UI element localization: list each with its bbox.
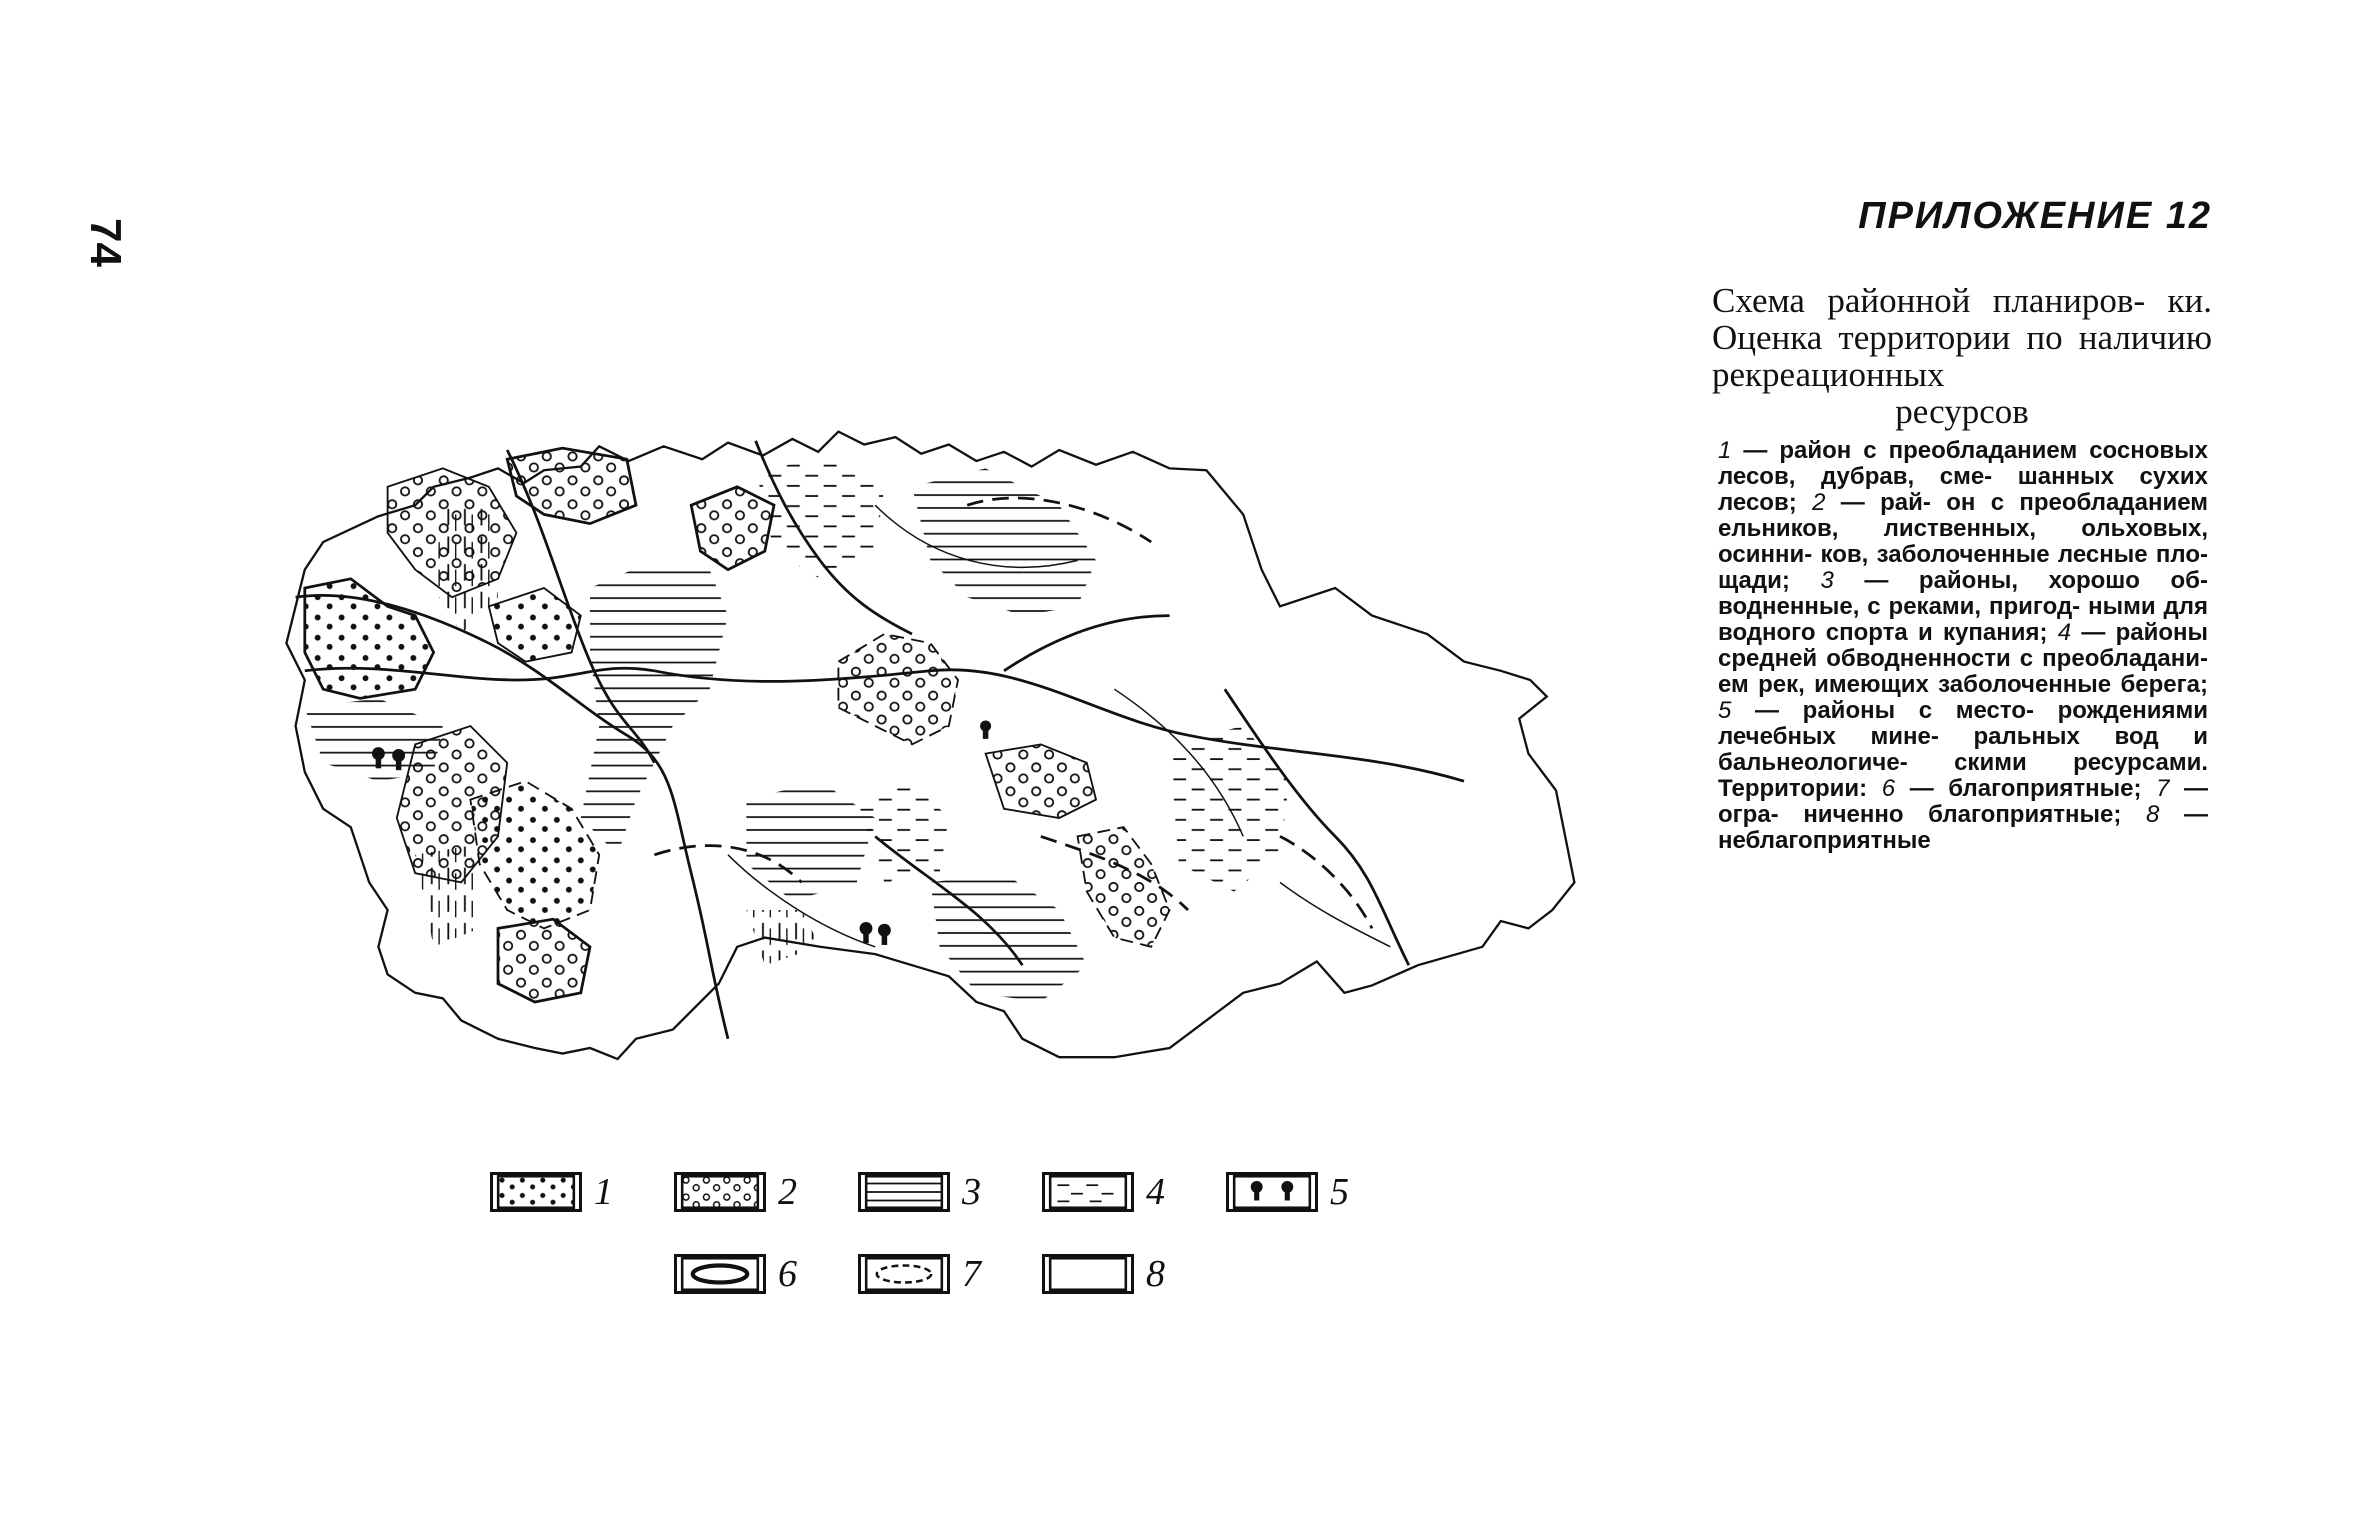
legend-swatch-blank bbox=[1042, 1254, 1134, 1294]
caption-num-7: 7 bbox=[2156, 775, 2170, 802]
legend-swatch-solid-outline bbox=[674, 1254, 766, 1294]
caption-text-2: — рай- он с преобладанием ельников, лиственных, ольховых, осинни- ков, заболоченные лесные пло- щади; bbox=[1718, 489, 2208, 594]
map-legend bbox=[490, 1172, 1410, 1312]
caption-num-8: 8 bbox=[2145, 801, 2160, 828]
caption-text-5: — районы с место- рождениями лечебных мине- ральных вод и бальнеологиче- скими ресурсами. Территории: bbox=[1718, 697, 2208, 802]
caption-title-last: ресурсов bbox=[1895, 392, 2029, 431]
caption-title bbox=[1712, 282, 2212, 430]
legend-swatch-circles bbox=[674, 1172, 766, 1212]
caption-num-3: 3 bbox=[1820, 567, 1834, 594]
caption-num-1: 1 bbox=[1718, 437, 1732, 464]
caption-num-5: 5 bbox=[1718, 697, 1732, 724]
caption-num-4: 4 bbox=[2057, 619, 2072, 646]
caption-num-2: 2 bbox=[1812, 489, 1826, 516]
legend-num-1: 1 bbox=[594, 1171, 613, 1213]
caption-text-3: — районы, хорошо об- водненные, с реками, пригод- ными для водного спорта и купания; bbox=[1718, 567, 2208, 646]
caption-text-8: — неблагоприятные bbox=[1718, 801, 2208, 854]
planning-map bbox=[260, 300, 1660, 1160]
planning-map-svg bbox=[260, 300, 1660, 1160]
legend-item-8 bbox=[1042, 1254, 1192, 1298]
legend-swatch-horizontal-lines bbox=[858, 1172, 950, 1212]
legend-swatch-dashes bbox=[1042, 1172, 1134, 1212]
legend-num-7: 7 bbox=[962, 1253, 981, 1295]
legend-num-5: 5 bbox=[1330, 1171, 1349, 1213]
legend-item-7 bbox=[858, 1254, 1008, 1298]
legend-swatch-dots bbox=[490, 1172, 582, 1212]
caption-text-7: — огра- ниченно благоприятные; bbox=[1718, 775, 2209, 828]
caption-num-6: 6 bbox=[1881, 775, 1896, 802]
legend-swatch-dashed-outline bbox=[858, 1254, 950, 1294]
legend-item-2 bbox=[674, 1172, 824, 1216]
legend-item-1 bbox=[490, 1172, 640, 1216]
legend-num-8: 8 bbox=[1146, 1253, 1165, 1295]
legend-num-4: 4 bbox=[1146, 1171, 1165, 1213]
legend-item-6 bbox=[674, 1254, 824, 1298]
legend-num-3: 3 bbox=[962, 1171, 981, 1213]
legend-item-5 bbox=[1226, 1172, 1376, 1216]
legend-item-4 bbox=[1042, 1172, 1192, 1216]
legend-num-6: 6 bbox=[778, 1253, 797, 1295]
caption-text-1: — район с преобладанием сосновых лесов, дубрав, сме- шанных сухих лесов; bbox=[1718, 437, 2208, 516]
caption-legend-text bbox=[1718, 438, 2208, 854]
legend-swatch-mineral-springs bbox=[1226, 1172, 1318, 1212]
legend-item-3 bbox=[858, 1172, 1008, 1216]
legend-num-2: 2 bbox=[778, 1171, 797, 1213]
appendix-title: ПРИЛОЖЕНИЕ 12 bbox=[1858, 195, 2212, 237]
caption-text-4: — районы средней обводненности с преобладани- ем рек, имеющих заболоченные берега; bbox=[1718, 619, 2208, 698]
page-number: 74 bbox=[81, 218, 130, 267]
caption-title-main: Схема районной планиров- ки. Оценка территории по наличию рекреационных bbox=[1712, 281, 2212, 394]
caption-text-6: — благоприятные; bbox=[1895, 775, 2157, 802]
